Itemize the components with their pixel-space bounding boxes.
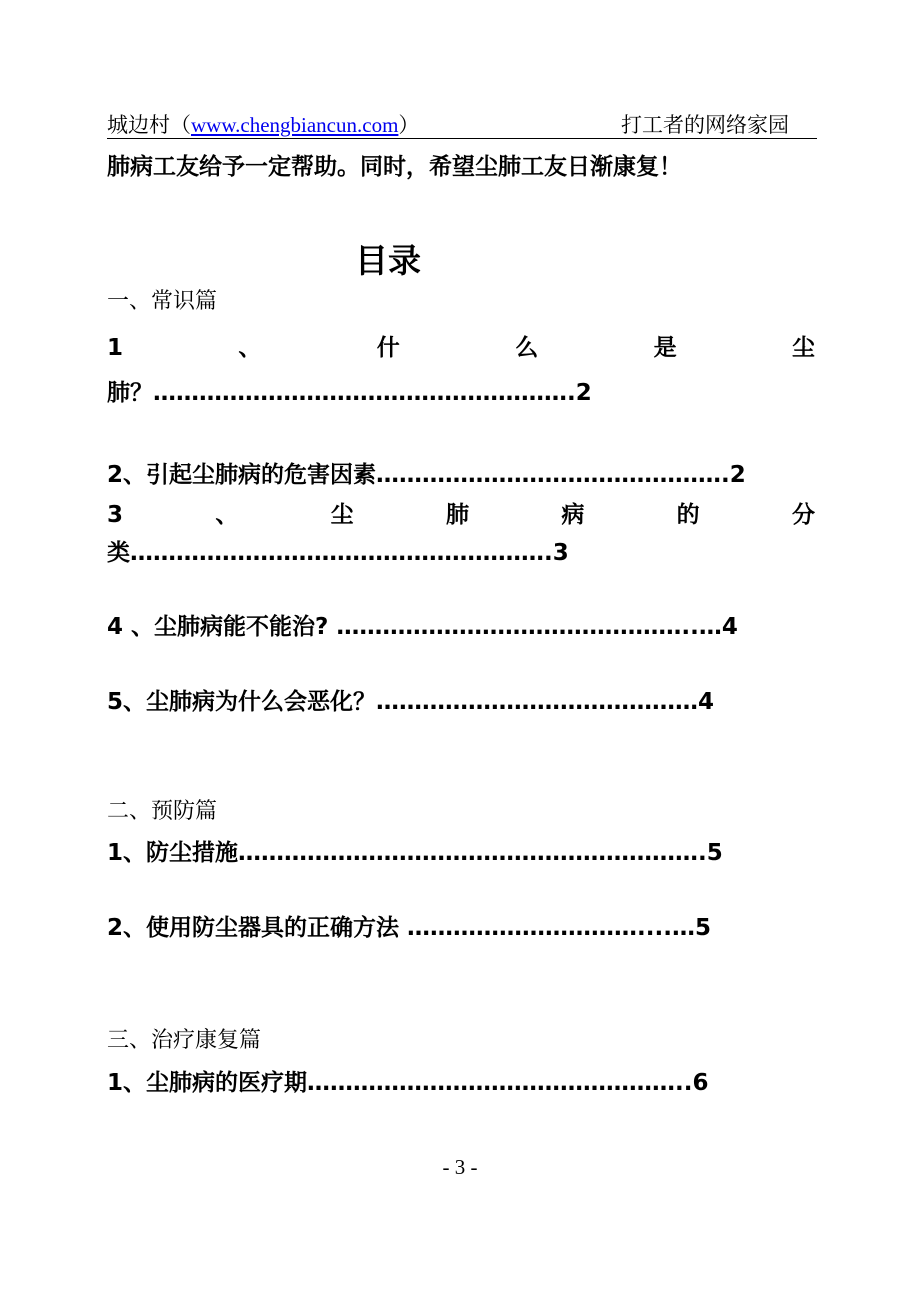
toc-item-1-4: 4 、尘肺病能不能治? ………………………………………..…4 xyxy=(107,614,738,640)
toc-item-2-1: 1、防尘措施…………………………………………………….5 xyxy=(107,840,723,866)
section-heading-basics: 一、常识篇 xyxy=(107,289,218,314)
header-site-name: 城边村（www.chengbiancun.com） xyxy=(107,113,420,137)
toc-item-1-1-first-line: 1 、 什 么 是 尘 xyxy=(107,335,815,361)
header-slogan: 打工者的网络家园 xyxy=(621,113,789,137)
toc-item-2-2: 2、使用防尘器具的正确方法 …………………………....…5 xyxy=(107,915,711,941)
intro-line: 肺病工友给予一定帮助。同时，希望尘肺工友日渐康复！ xyxy=(107,154,682,180)
toc-item-1-5: 5、尘肺病为什么会恶化？……………………………………4 xyxy=(107,689,715,715)
site-link[interactable]: www.chengbiancun.com xyxy=(191,113,399,137)
toc-item-1-3-second-line: 类……………………………………………….3 xyxy=(107,540,569,566)
toc-title: 目录 xyxy=(355,241,421,280)
toc-item-1-3-first-line: 3 、 尘 肺 病 的 分 xyxy=(107,502,815,528)
section-heading-treatment: 三、治疗康复篇 xyxy=(107,1028,262,1053)
page-number: - 3 - xyxy=(442,1155,478,1179)
page-header xyxy=(107,106,817,139)
toc-item-1-1-second-line: 肺？……………………………………………….2 xyxy=(107,380,592,406)
toc-item-1-2: 2、引起尘肺病的危害因素……………………………………….2 xyxy=(107,462,746,488)
toc-item-3-1: 1、尘肺病的医疗期…………………………………………..6 xyxy=(107,1070,709,1096)
section-heading-prevention: 二、预防篇 xyxy=(107,799,218,824)
